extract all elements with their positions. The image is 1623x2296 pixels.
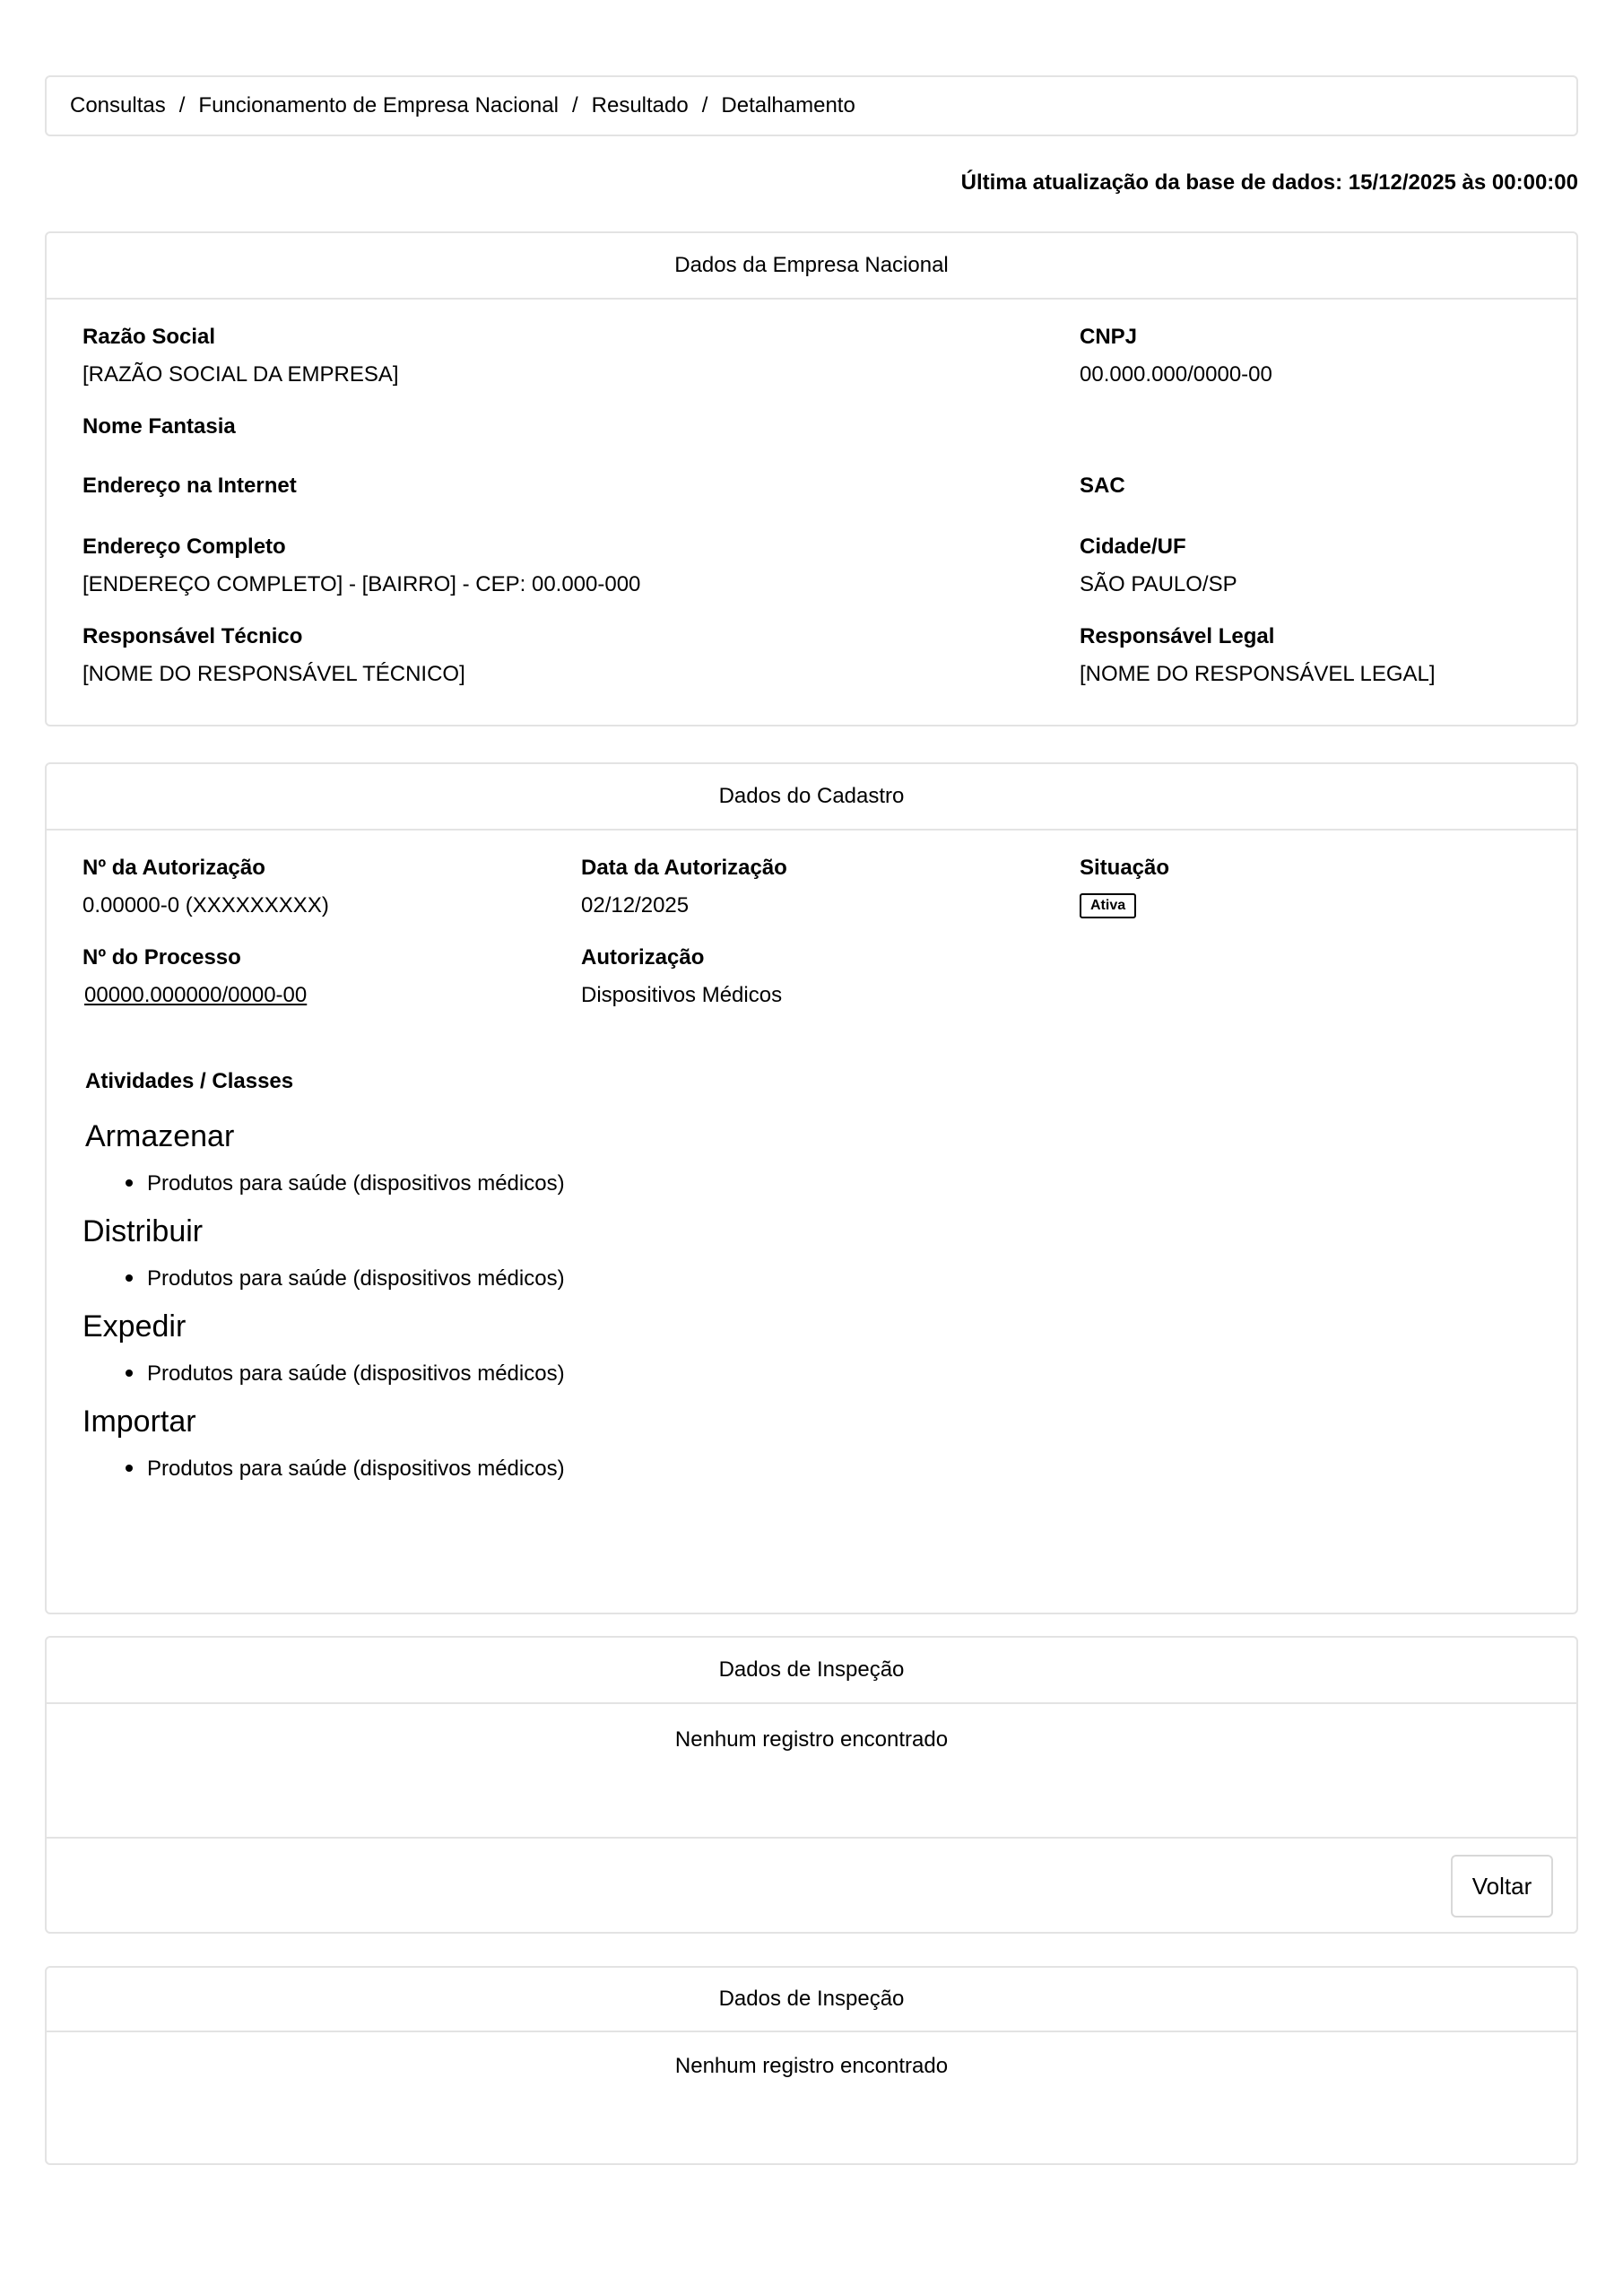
activity-title: Distribuir: [82, 1214, 204, 1248]
inspecao-panel-header: Dados de Inspeção: [47, 1968, 1576, 2032]
list-item: [126, 1171, 565, 1196]
num-processo-link[interactable]: 00000.000000/0000-00: [84, 983, 308, 1007]
inspecao-panel-1: [45, 1636, 1578, 1934]
breadcrumb: [45, 75, 1578, 136]
inspecao-panel-header: Dados de Inspeção: [47, 1638, 1576, 1704]
cadastro-panel: [45, 762, 1578, 1614]
data-autorizacao-value: 02/12/2025: [581, 893, 690, 918]
empty-message: Nenhum registro encontrado: [674, 1727, 949, 1752]
list-item: [126, 1361, 565, 1387]
status-badge: Ativa: [1080, 893, 1136, 918]
breadcrumb-item-resultado[interactable]: Resultado: [591, 93, 689, 117]
activity-title: Importar: [82, 1405, 196, 1439]
bullet-icon: [126, 1179, 133, 1187]
last-update-text: Última atualização da base de dados: 15/12/2025 às 00:00:00: [960, 170, 1578, 195]
bullet-icon: [126, 1370, 133, 1377]
activity-title: Expedir: [82, 1309, 187, 1344]
atividades-label: Atividades / Classes: [85, 1069, 294, 1093]
endereco-completo-value: [ENDEREÇO COMPLETO] - [BAIRRO] - CEP: 00.000-000: [82, 572, 641, 596]
cadastro-panel-header: Dados do Cadastro: [47, 764, 1576, 831]
autorizacao-label: Autorização: [581, 945, 705, 970]
empresa-panel: [45, 231, 1578, 726]
razao-social-value: [RAZÃO SOCIAL DA EMPRESA]: [82, 362, 399, 387]
situacao-label: Situação: [1080, 856, 1170, 880]
breadcrumb-separator: /: [701, 93, 708, 117]
list-item: [126, 1457, 565, 1482]
num-autorizacao-label: Nº da Autorização: [82, 856, 265, 880]
empty-message: Nenhum registro encontrado: [674, 2054, 949, 2078]
breadcrumb-separator: /: [571, 93, 578, 117]
nome-fantasia-label: Nome Fantasia: [82, 414, 236, 439]
breadcrumb-item-detalhamento: Detalhamento: [721, 93, 855, 117]
sac-label: SAC: [1080, 474, 1125, 498]
autorizacao-value: Dispositivos Médicos: [581, 983, 783, 1007]
data-autorizacao-label: Data da Autorização: [581, 856, 787, 880]
inspecao-panel-2: [45, 1966, 1578, 2165]
breadcrumb-item-funcionamento[interactable]: Funcionamento de Empresa Nacional: [198, 93, 559, 117]
resp-tecnico-label: Responsável Técnico: [82, 624, 303, 648]
razao-social-label: Razão Social: [82, 325, 216, 349]
empresa-panel-header: Dados da Empresa Nacional: [47, 233, 1576, 300]
back-button[interactable]: Voltar: [1451, 1855, 1553, 1918]
list-item-text: Produtos para saúde (dispositivos médicos): [147, 1266, 565, 1291]
list-item-text: Produtos para saúde (dispositivos médicos): [147, 1457, 565, 1481]
endereco-completo-label: Endereço Completo: [82, 535, 286, 559]
activity-title: Armazenar: [85, 1119, 235, 1153]
resp-tecnico-value: [NOME DO RESPONSÁVEL TÉCNICO]: [82, 662, 465, 686]
num-processo-label: Nº do Processo: [82, 945, 241, 970]
cnpj-value: 00.000.000/0000-00: [1080, 362, 1272, 387]
breadcrumb-separator: /: [178, 93, 186, 117]
cidade-uf-value: SÃO PAULO/SP: [1080, 572, 1237, 596]
endereco-internet-label: Endereço na Internet: [82, 474, 297, 498]
num-autorizacao-value: 0.00000-0 (XXXXXXXXX): [82, 893, 329, 918]
bullet-icon: [126, 1274, 133, 1282]
list-item-text: Produtos para saúde (dispositivos médicos): [147, 1171, 565, 1196]
bullet-icon: [126, 1465, 133, 1472]
breadcrumb-item-consultas[interactable]: Consultas: [70, 93, 166, 117]
panel-footer: [47, 1837, 1576, 1934]
list-item-text: Produtos para saúde (dispositivos médicos): [147, 1361, 565, 1386]
resp-legal-value: [NOME DO RESPONSÁVEL LEGAL]: [1080, 662, 1436, 686]
cnpj-label: CNPJ: [1080, 325, 1138, 349]
list-item: [126, 1266, 565, 1292]
cidade-uf-label: Cidade/UF: [1080, 535, 1186, 559]
resp-legal-label: Responsável Legal: [1080, 624, 1275, 648]
